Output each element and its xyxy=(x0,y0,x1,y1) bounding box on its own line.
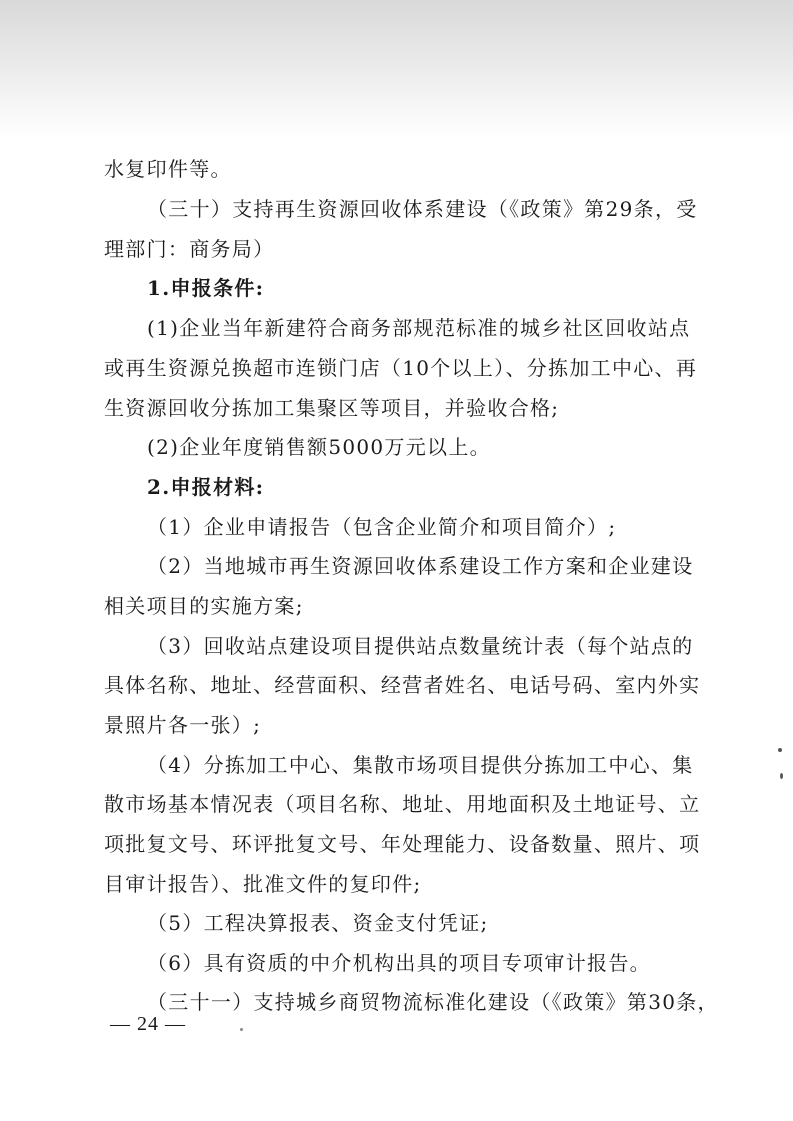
page-number: — 24 — xyxy=(110,1013,186,1035)
text-line-21: （6）具有资质的中介机构出具的项目专项审计报告。 xyxy=(147,951,651,975)
text-line-20: （5）工程决算报表、资金支付凭证; xyxy=(147,911,489,935)
section-heading-31: （三十一）支持城乡商贸物流标准化建设（《政策》第30条， xyxy=(147,990,719,1014)
text-line-16: （4）分拣加工中心、集散市场项目提供分拣加工中心、集 xyxy=(147,753,694,777)
text-line-13: （3）回收站点建设项目提供站点数量统计表（每个站点的 xyxy=(147,634,694,658)
text-line-8: (2)企业年度销售额5000万元以上。 xyxy=(147,435,491,459)
text-line-15: 景照片各一张）; xyxy=(104,713,262,737)
subheading-conditions: 1.申报条件: xyxy=(147,276,265,300)
scan-speck xyxy=(240,1028,243,1031)
text-line-18: 项批复文号、环评批复文号、年处理能力、设备数量、照片、项 xyxy=(104,832,701,856)
text-line-14: 具体名称、地址、经营面积、经营者姓名、电话号码、室内外实 xyxy=(104,673,701,697)
text-line-10: （1）企业申请报告（包含企业简介和项目简介）; xyxy=(147,515,617,539)
text-line-1: 水复印件等。 xyxy=(104,157,232,181)
text-line-6: 或再生资源兑换超市连锁门店（10个以上）、分拣加工中心、再 xyxy=(104,356,698,380)
text-line-19: 目审计报告）、批准文件的复印件; xyxy=(104,872,422,896)
text-line-5: (1)企业当年新建符合商务部规范标准的城乡社区回收站点 xyxy=(147,316,691,340)
text-line-3: 理部门：商务局） xyxy=(104,237,275,261)
text-line-17: 散市场基本情况表（项目名称、地址、用地面积及土地证号、立 xyxy=(104,792,701,816)
text-line-7: 生资源回收分拣加工集聚区等项目，并验收合格; xyxy=(104,396,560,420)
text-line-11: （2）当地城市再生资源回收体系建设工作方案和企业建设 xyxy=(147,554,694,578)
section-heading-30: （三十）支持再生资源回收体系建设（《政策》第29条，受 xyxy=(147,197,698,221)
scan-speck xyxy=(778,748,782,752)
scan-speck xyxy=(780,773,783,779)
subheading-materials: 2.申报材料: xyxy=(147,475,265,499)
text-line-12: 相关项目的实施方案; xyxy=(104,594,304,618)
